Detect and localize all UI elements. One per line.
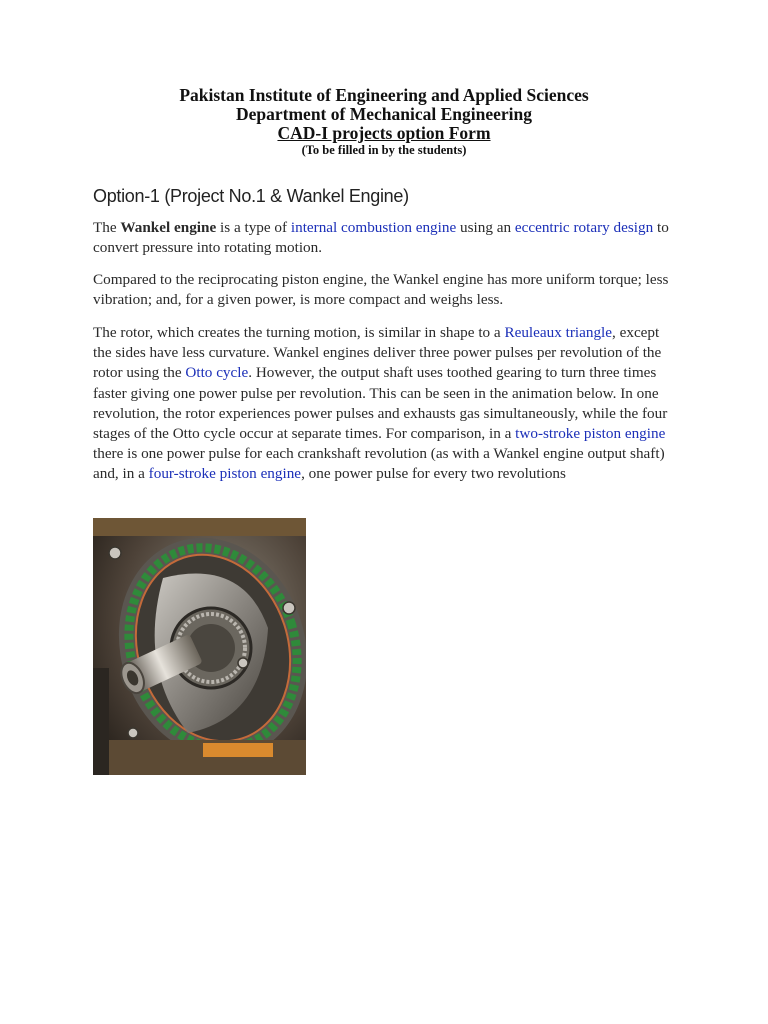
form-header (0, 86, 768, 157)
form-subtitle: (To be filled in by the students) (301, 143, 467, 157)
text: The rotor, which creates the turning motion, is similar in shape to a (93, 324, 505, 341)
paragraph-comparison: Compared to the reciprocating piston engine, the Wankel engine has more uniform torque; less vibration; and, for a given power, is more compact and weighs less. (93, 271, 669, 309)
paragraph-rotor (93, 323, 678, 485)
text: , one power pulse for every two revolutions (301, 465, 566, 483)
form-title: CAD-I projects option Form (277, 123, 491, 143)
text: . However, the output shaft uses toothed gearing to turn three times faster giving one power pulse per revolution. This can be seen in the animation below. In one revolution, the rotor experiences power pulses and exhausts gas simultaneously, while the four stages of the Otto cycle occur at separate times. For comparison, in a (93, 364, 668, 443)
department-name: Department of Mechanical Engineering (236, 104, 532, 124)
link-otto-cycle[interactable]: Otto cycle (185, 364, 249, 382)
link-two-stroke-piston-engine[interactable]: two-stroke piston engine (515, 425, 666, 443)
text: The (93, 219, 121, 236)
link-eccentric-rotary-design[interactable]: eccentric rotary design (514, 219, 654, 236)
link-internal-combustion-engine[interactable]: internal combustion engine (290, 219, 457, 236)
link-four-stroke-piston-engine[interactable]: four-stroke piston engine (148, 465, 302, 483)
text: , except the sides have less curvature. Wankel engines deliver three power pulses per revolution of the rotor using the (93, 324, 662, 382)
institute-name: Pakistan Institute of Engineering and Applied Sciences (179, 85, 589, 105)
text: using an (456, 219, 515, 236)
bold-term: Wankel engine (120, 219, 217, 236)
wankel-engine-photo (93, 518, 306, 775)
option-title: Option-1 (Project No.1 & Wankel Engine) (93, 186, 409, 206)
text: to convert pressure into rotating motion. (93, 219, 669, 257)
link-reuleaux-triangle[interactable]: Reuleaux triangle (504, 324, 613, 341)
text: is a type of (216, 219, 291, 236)
text: there is one power pulse for each crankshaft revolution (as with a Wankel engine output shaft) and, in a (93, 445, 665, 483)
paragraph-intro (93, 218, 678, 258)
